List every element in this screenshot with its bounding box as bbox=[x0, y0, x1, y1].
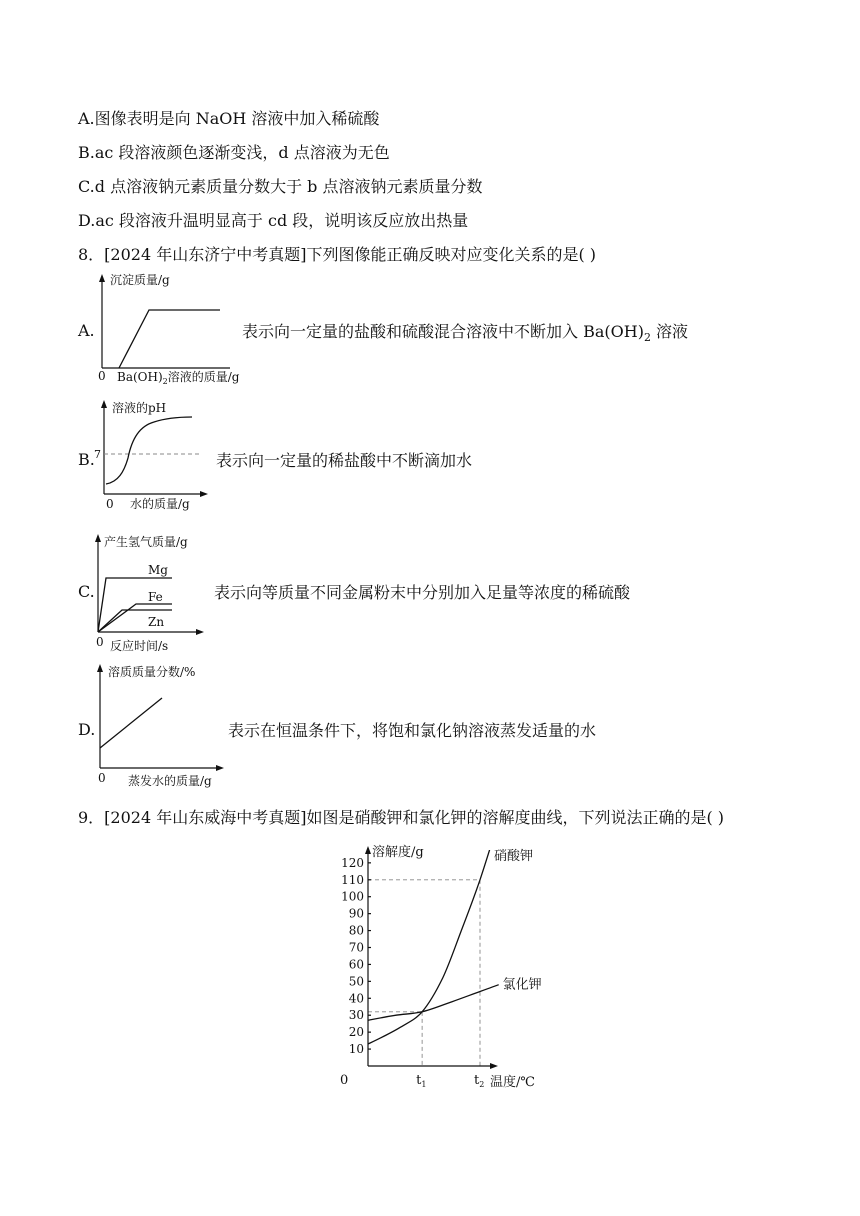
graph-b-xlabel: 水的质量/g bbox=[130, 497, 190, 511]
chart-series-line-kcl bbox=[368, 985, 499, 1021]
graph-c-xlabel: 反应时间/s bbox=[110, 639, 169, 653]
graph-d-xlabel: 蒸发水的质量/g bbox=[128, 774, 212, 788]
q8-option-c-letter: C. bbox=[78, 582, 95, 601]
q8-option-d-letter: D. bbox=[78, 720, 96, 739]
q7-option-d: D.ac 段溶液升温明显高于 cd 段，说明该反应放出热量 bbox=[78, 211, 469, 230]
q8-option-b-letter: B. bbox=[78, 450, 95, 469]
q8-option-c-desc: 表示向等质量不同金属粉末中分别加入足量等浓度的稀硫酸 bbox=[214, 583, 631, 602]
graph-c-label-mg: Mg bbox=[148, 563, 168, 577]
chart-xlabel: 温度/℃ bbox=[490, 1075, 535, 1090]
chart-ylabel: 溶解度/g bbox=[372, 845, 424, 860]
chart-x-tick-t2: $t_2$ bbox=[474, 1073, 485, 1089]
graph-a-ylabel: 沉淀质量/g bbox=[110, 273, 170, 287]
x-axis-arrow-icon bbox=[200, 491, 208, 497]
x-axis-arrow-icon bbox=[196, 629, 204, 635]
graph-c-ylabel: 产生氢气质量/g bbox=[104, 535, 188, 549]
q8-graph-b bbox=[92, 396, 222, 516]
x-axis-arrow-icon bbox=[490, 1063, 498, 1069]
q9-stem: 9．[2024 年山东威海中考真题]如图是硝酸钾和氯化钾的溶解度曲线，下列说法正确的是( ) bbox=[78, 808, 725, 827]
q8-option-b-desc: 表示向一定量的稀盐酸中不断滴加水 bbox=[216, 451, 473, 470]
y-axis-arrow-icon bbox=[99, 274, 105, 282]
solubility-chart bbox=[330, 838, 542, 1098]
q7-option-b: B.ac 段溶液颜色逐渐变浅，d 点溶液为无色 bbox=[78, 143, 390, 162]
q7-option-c: C.d 点溶液钠元素质量分数大于 b 点溶液钠元素质量分数 bbox=[78, 177, 483, 196]
y-axis-arrow-icon bbox=[97, 664, 103, 672]
q8-option-d-desc: 表示在恒温条件下，将饱和氯化钠溶液蒸发适量的水 bbox=[228, 721, 597, 740]
graph-c-label-fe: Fe bbox=[148, 590, 163, 604]
chart-y-tick-label: 110 bbox=[341, 872, 364, 887]
graph-d-curve bbox=[100, 698, 162, 748]
q8-graph-d bbox=[92, 660, 242, 790]
y-axis-arrow-icon bbox=[101, 400, 107, 408]
chart-y-ticks bbox=[341, 856, 371, 1056]
q8-option-a-desc: 表示向一定量的盐酸和硫酸混合溶液中不断加入 $Ba(OH)_2$ 溶液 bbox=[242, 322, 689, 345]
chart-y-tick-label: 30 bbox=[348, 1008, 364, 1023]
chart-gridlines bbox=[368, 880, 480, 1066]
graph-a-origin: 0 bbox=[98, 369, 106, 383]
chart-y-tick-label: 60 bbox=[348, 957, 364, 972]
graph-d-origin: 0 bbox=[98, 771, 106, 785]
chart-series-label-kcl: 氯化钾 bbox=[502, 977, 542, 993]
chart-y-tick-label: 120 bbox=[341, 855, 364, 870]
chart-y-tick-label: 10 bbox=[348, 1042, 364, 1057]
chart-y-tick-label: 80 bbox=[348, 923, 364, 938]
chart-x-tick-t1: $t_1$ bbox=[416, 1073, 427, 1089]
graph-c-origin: 0 bbox=[96, 635, 104, 649]
y-axis-arrow-icon bbox=[365, 846, 371, 854]
q7-option-a: A.图像表明是向 NaOH 溶液中加入稀硫酸 bbox=[78, 109, 380, 128]
chart-y-tick-label: 100 bbox=[341, 889, 364, 904]
chart-y-tick-label: 40 bbox=[348, 991, 364, 1006]
y-axis-arrow-icon bbox=[95, 534, 101, 542]
graph-b-ref-tick: 7 bbox=[94, 448, 101, 461]
chart-y-tick-label: 90 bbox=[348, 906, 364, 921]
graph-c-label-zn: Zn bbox=[148, 615, 165, 629]
chart-y-tick-label: 20 bbox=[348, 1025, 364, 1040]
q8-graph-a bbox=[92, 270, 252, 388]
graph-a-curve bbox=[119, 310, 220, 368]
chart-series-label-kno3: 硝酸钾 bbox=[494, 849, 534, 864]
graph-b-ylabel: 溶液的pH bbox=[112, 401, 167, 415]
q8-stem: 8．[2024 年山东济宁中考真题]下列图像能正确反映对应变化关系的是( ) bbox=[78, 245, 597, 264]
q8-option-a-letter: A. bbox=[78, 321, 95, 340]
graph-a-xlabel: $Ba(OH)_2$溶液的质量/g bbox=[117, 370, 240, 386]
graph-b-origin: 0 bbox=[106, 497, 114, 511]
chart-y-tick-label: 50 bbox=[348, 974, 364, 989]
chart-origin: 0 bbox=[340, 1073, 349, 1088]
q8-graph-c bbox=[92, 530, 222, 655]
x-axis-arrow-icon bbox=[216, 765, 224, 771]
chart-y-tick-label: 70 bbox=[348, 940, 364, 955]
graph-d-ylabel: 溶质质量分数/% bbox=[108, 665, 196, 679]
graph-b-curve bbox=[106, 417, 192, 484]
